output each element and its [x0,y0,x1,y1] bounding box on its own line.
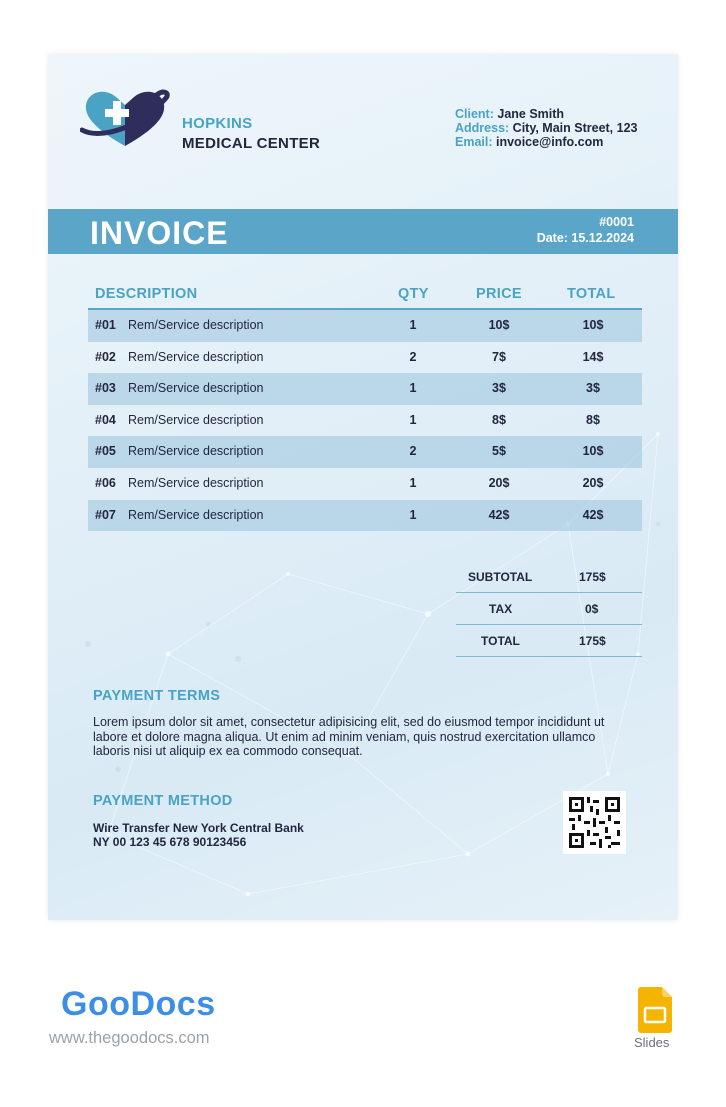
item-price: 3$ [492,381,506,396]
item-number: #01 [95,318,116,332]
item-total: 14$ [582,349,604,364]
item-price: 8$ [492,412,506,427]
qr-code-icon [563,791,626,854]
item-total: 10$ [582,318,604,332]
item-description: Rem/Service description [128,475,264,490]
table-header [88,284,642,310]
item-qty: 1 [409,507,417,522]
item-qty: 1 [409,318,417,332]
tax-value: 0$ [585,602,599,616]
header-description: DESCRIPTION [95,286,198,302]
tax-row [456,593,642,625]
client-label: Client: [455,107,494,121]
subtotal-row [456,561,642,593]
client-value: Jane Smith [497,107,565,121]
header-qty: QTY [398,286,429,302]
address-value: City, Main Street, 123 [512,121,638,135]
subtotal-label: SUBTOTAL [468,570,533,584]
brand-line-2: MEDICAL CENTER [182,135,321,152]
item-number: #05 [95,444,116,459]
item-total: 10$ [582,444,604,459]
goodocs-logo[interactable]: GooDocs [61,985,216,1023]
table-row [88,310,642,342]
item-price: 20$ [488,475,510,490]
item-description: Rem/Service description [128,507,264,522]
item-description: Rem/Service description [128,381,264,396]
total-label: TOTAL [481,634,520,648]
tax-label: TAX [489,602,513,616]
item-description: Rem/Service description [128,318,264,332]
item-number: #04 [95,412,116,427]
summary-block [456,561,642,657]
header-price: PRICE [476,286,522,302]
table-row [88,373,642,405]
item-number: #07 [95,507,116,522]
item-total: 8$ [586,412,600,427]
payment-method-title: PAYMENT METHOD [93,793,233,809]
subtotal-value: 175$ [579,570,606,584]
table-row [88,405,642,437]
payment-terms-text: Lorem ipsum dolor sit amet, consectetur adipisicing elit, sed do eiusmod tempor incididunt ut labore et dolore magna aliqua. Ut enim ad minim veniam, quis nostrud exercitation ullamco laboris nisi ut aliquip ex ea commodo consequat. [93,715,605,758]
invoice-date: Date: 15.12.2024 [536,231,634,245]
item-qty: 1 [409,475,417,490]
item-number: #02 [95,349,116,364]
bank-name: Wire Transfer New York Central Bank [93,821,304,835]
item-number: #06 [95,475,116,490]
item-qty: 2 [409,444,417,459]
client-row [455,107,637,121]
item-price: 7$ [492,349,506,364]
address-row [455,121,637,135]
heart-medical-cross-icon [80,88,170,150]
google-slides-icon[interactable] [638,987,672,1033]
invoice-sheet [48,54,678,920]
email-row [455,135,637,149]
item-price: 10$ [488,318,510,332]
email-value: invoice@info.com [496,135,604,149]
item-description: Rem/Service description [128,444,264,459]
payment-terms-title: PAYMENT TERMS [93,688,221,704]
item-number: #03 [95,381,116,396]
table-row [88,500,642,532]
item-total: 3$ [586,381,600,396]
item-qty: 1 [409,412,417,427]
slides-label: Slides [634,1035,670,1050]
account-number: NY 00 123 45 678 90123456 [93,835,247,849]
invoice-items [88,310,642,531]
item-description: Rem/Service description [128,412,264,427]
payment-method-details [93,821,304,849]
table-row [88,342,642,374]
brand-name [182,114,320,154]
invoice-meta [537,214,634,246]
header-total: TOTAL [567,286,616,302]
client-info [455,107,637,149]
item-price: 5$ [492,444,506,459]
item-total: 42$ [582,507,604,522]
total-value: 175$ [579,634,606,648]
invoice-title: INVOICE [90,215,229,251]
table-row [88,436,642,468]
address-label: Address: [455,121,510,135]
brand-line-1: HOPKINS [182,115,253,132]
total-row [456,625,642,657]
item-price: 42$ [488,507,510,522]
goodocs-url[interactable]: www.thegoodocs.com [49,1029,210,1047]
item-description: Rem/Service description [128,349,264,364]
item-qty: 1 [409,381,417,396]
invoice-number: #0001 [599,215,634,229]
item-total: 20$ [582,475,604,490]
email-label: Email: [455,135,493,149]
item-qty: 2 [409,349,417,364]
table-row [88,468,642,500]
